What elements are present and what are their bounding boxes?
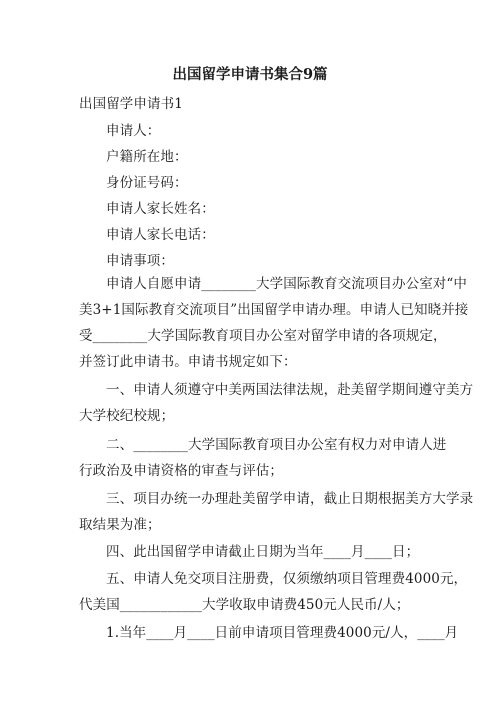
- clause-5-line: 代美国____________大学收取申请费450元人民币/人；: [79, 597, 410, 613]
- field-household-registration: 户籍所在地：: [106, 149, 188, 165]
- paragraph-line: 受________大学国际教育项目办公室对留学申请的各项规定，: [79, 328, 447, 344]
- paragraph-line: 美3+1国际教育交流项目”出国留学申请办理。申请人已知晓并接: [79, 302, 469, 318]
- clause-2-line: 行政治及申请资格的审查与评估；: [79, 463, 283, 479]
- clause-4-line: 四、此出国留学申请截止日期为当年____月____日；: [106, 544, 420, 560]
- clause-3-line: 三、项目办统一办理赴美留学申请，截止日期根据美方大学录: [106, 491, 474, 507]
- clause-2-line: 二、________大学国际教育项目办公室有权力对申请人进: [106, 437, 447, 453]
- paragraph-line: 并签订此申请书。申请书规定如下：: [79, 354, 297, 370]
- field-parent-phone: 申请人家长电话：: [106, 227, 215, 243]
- clause-1-line: 一、申请人须遵守中美两国法律法规，赴美留学期间遵守美方: [106, 382, 474, 398]
- clause-1-line: 大学校纪校规；: [79, 408, 175, 424]
- field-id-number: 身份证号码：: [106, 175, 188, 191]
- clause-3-line: 取结果为准；: [79, 517, 161, 533]
- document-subtitle: 出国留学申请书1: [79, 96, 183, 112]
- document-title: 出国留学申请书集合9篇: [172, 66, 328, 83]
- field-application-matter: 申请事项：: [106, 253, 174, 269]
- fee-item-line: 1.当年____月____日前申请项目管理费4000元/人，____月: [106, 625, 459, 641]
- field-applicant: 申请人：: [106, 123, 161, 139]
- field-parent-name: 申请人家长姓名：: [106, 201, 215, 217]
- clause-5-line: 五、申请人免交项目注册费，仅须缴纳项目管理费4000元，: [106, 571, 468, 587]
- paragraph-line: 申请人自愿申请________大学国际教育交流项目办公室对“中: [106, 276, 468, 292]
